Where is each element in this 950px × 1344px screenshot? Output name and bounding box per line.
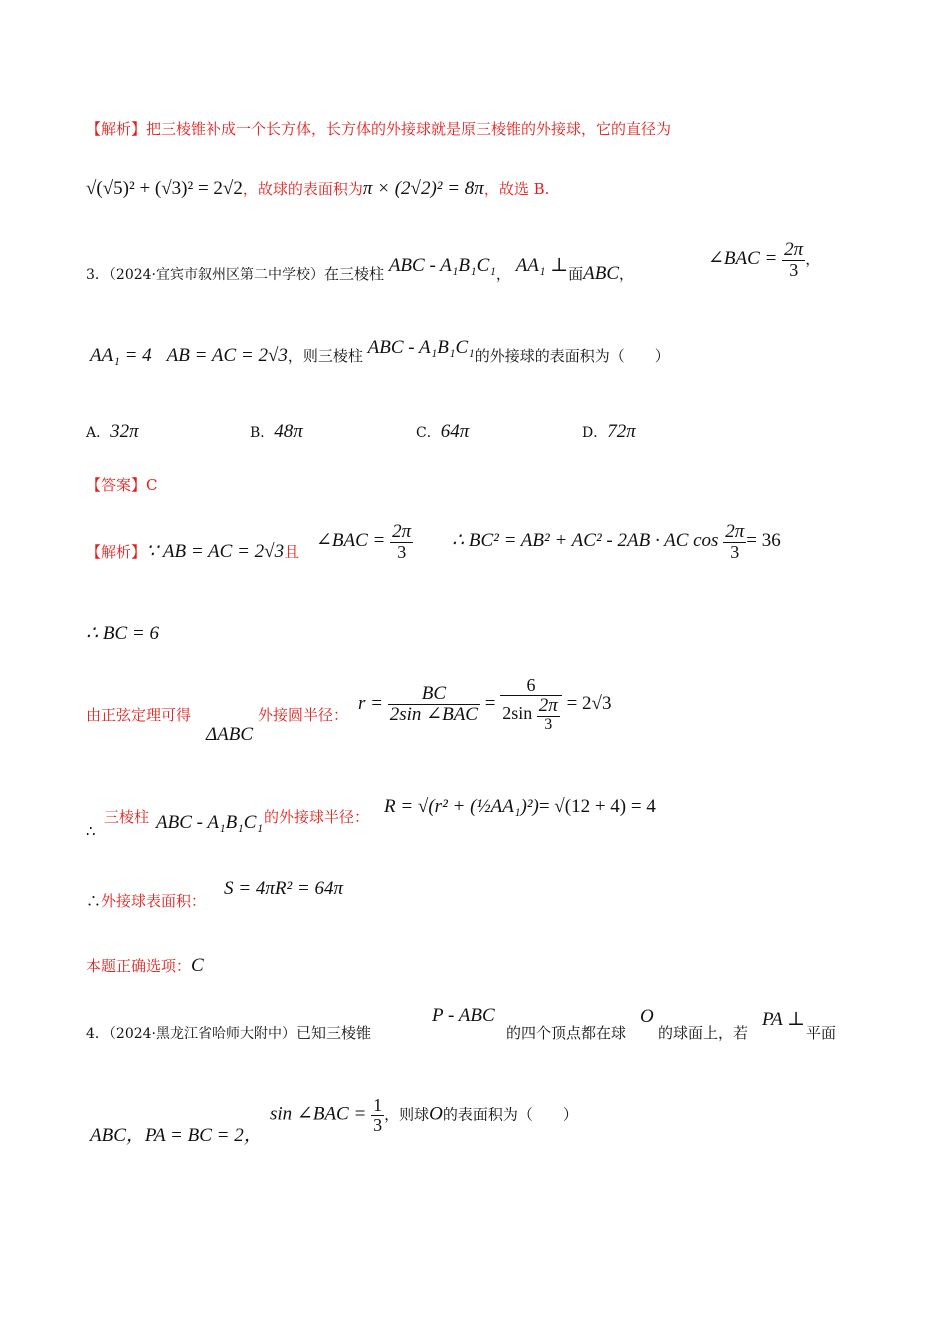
question-stem: 已知三棱锥 [296, 1024, 372, 1042]
option-c[interactable] [416, 421, 469, 443]
separator: ， [619, 265, 635, 283]
correct-option-line [86, 955, 204, 977]
option-label: D． [582, 425, 608, 441]
r-equals: r = [358, 692, 383, 714]
S-formula: S = 4πR² = 64π [224, 878, 343, 899]
option-value: 32π [110, 421, 139, 442]
question-number: 4． [86, 1026, 109, 1042]
prism-label: 三棱柱 [104, 808, 150, 826]
fraction-numerator: 2π [392, 521, 412, 542]
fraction-numerator: 2π [538, 694, 558, 716]
solution-label: 【解析】 [86, 543, 147, 561]
option-value: 64π [440, 421, 470, 442]
triangle-abc: ΔABC [206, 724, 254, 745]
law-of-cosines [452, 522, 781, 562]
option-value: 48π [274, 421, 303, 442]
fraction-denominator: 3 [730, 541, 740, 562]
prism-formula-3 [156, 812, 263, 834]
option-b[interactable] [250, 421, 303, 443]
cosine-formula: ∴ BC² = AB² + AC² - 2AB · AC cos [452, 529, 719, 551]
fraction-numerator: 2π [725, 521, 745, 542]
analysis-text-2: ，故球的表面积为 [242, 180, 363, 198]
fraction-numerator: BC [388, 684, 480, 705]
therefore-symbol: ∴ [86, 822, 96, 840]
fraction-denominator: 2sin ∠BAC [389, 704, 478, 726]
angle-fraction [390, 522, 413, 562]
bc-equals-6 [86, 622, 159, 645]
option-d[interactable] [582, 421, 636, 443]
prism-text: ABC - A₁B₁C₁ [156, 812, 264, 833]
circumradius-label: 外接圆半径： [258, 706, 349, 724]
option-a[interactable] [86, 421, 139, 443]
sphere-radius-formula [384, 796, 656, 818]
fraction-denominator: 3 [397, 541, 407, 562]
pa-perp [762, 1008, 805, 1031]
inner-fraction [537, 696, 560, 734]
question-stem-4: ，则球 [384, 1105, 430, 1124]
circumradius-formula [358, 676, 612, 734]
solution-angle [316, 522, 413, 562]
sine-rule-text: 由正弦定理可得 [86, 706, 192, 724]
surface-label: 外接球表面积： [101, 892, 207, 910]
question-4-line-2 [90, 1120, 263, 1147]
condition-text: ，PA = BC = 2， [125, 1125, 263, 1146]
prism-formula: ABC - A₁B₁C₁ [388, 255, 496, 276]
sin-label: sin ∠BAC = [270, 1103, 367, 1125]
plane-text: 平面 [806, 1024, 837, 1042]
equals: = [484, 692, 496, 714]
analysis-1-line [86, 118, 671, 139]
prism-formula-2: ABC - A₁B₁C₁ [367, 337, 475, 358]
answer-label: 【答案】 [86, 476, 147, 494]
question-number: 3． [86, 267, 109, 283]
sphere-radius-label: 的外接球半径： [264, 808, 370, 826]
R-result: = √(12 + 4) = 4 [538, 796, 656, 817]
angle-fraction [782, 240, 805, 280]
question-3-line-2 [90, 337, 670, 367]
question-stem-3: 的外接球的表面积为（ ） [474, 347, 670, 365]
because-formula: ∵ AB = AC = 2√3 [146, 541, 285, 562]
pyramid-formula [432, 1005, 495, 1027]
result-36: = 36 [746, 529, 781, 551]
sin-formula [270, 1096, 578, 1135]
and-text: 且 [284, 543, 300, 561]
option-value: 72π [607, 421, 636, 442]
question-4-line-1 [86, 1022, 371, 1043]
triangle-label [206, 724, 253, 746]
fraction-numerator: 2π [784, 239, 804, 260]
analysis-1-formula-line [86, 178, 549, 200]
angle-bac-formula [708, 240, 820, 280]
condition-ab-ac: AB = AC = 2√3 [166, 345, 288, 366]
fraction-numerator: 1 [373, 1095, 383, 1115]
sin-text: 2sin [502, 702, 533, 723]
r-result: = 2√3 [566, 692, 612, 714]
correct-value: C [191, 955, 204, 976]
answer-line [86, 474, 158, 495]
condition-aa1: AA₁ = 4 [90, 345, 152, 366]
fraction-denominator: 3 [789, 259, 799, 280]
surface-area-line [86, 890, 206, 911]
o-text: O [429, 1103, 443, 1125]
abc-text: ABC [90, 1125, 126, 1146]
separator: ， [495, 265, 511, 283]
question-stem-2: ，则三棱柱 [287, 347, 363, 365]
diameter-formula: √(√5)² + (√3)² = 2√2 [86, 178, 243, 199]
surface-formula [224, 878, 343, 900]
option-label: C． [416, 425, 441, 441]
sin-fraction [371, 1096, 384, 1135]
question-source: （2024·黑龙江省哈师大附中） [108, 1026, 297, 1042]
fraction-numerator: 6 [500, 676, 562, 696]
fraction-denominator: 3 [373, 1114, 383, 1135]
option-label: A． [86, 425, 111, 441]
solution-line-1 [86, 540, 299, 563]
question-source: （2024·宜宾市叙州区第二中学校） [108, 267, 325, 283]
o-text: O [640, 1006, 654, 1027]
separator: ， [805, 249, 821, 268]
fraction-denominator [500, 696, 562, 734]
angle-label: ∠BAC = [708, 247, 778, 269]
r-fraction [388, 684, 480, 725]
bc-formula: ∴ BC = 6 [86, 623, 159, 644]
sphere-o [640, 1006, 654, 1028]
angle-label: ∠BAC = [316, 529, 386, 551]
cos-fraction [723, 522, 746, 562]
analysis-text: 把三棱锥补成一个长方体，长方体的外接球就是原三棱锥的外接球，它的直径为 [146, 120, 672, 138]
r-fraction-2 [500, 676, 562, 734]
perp-formula: AA₁ ⊥ [515, 255, 569, 276]
analysis-label: 【解析】 [86, 120, 147, 138]
analysis-text-3: ，故选 B. [483, 180, 550, 198]
face-text: 面 [568, 265, 584, 283]
correct-label: 本题正确选项： [86, 957, 192, 975]
question-stem: 在三棱柱 [324, 265, 385, 283]
abc-formula: ABC [583, 263, 620, 284]
question-stem-5: 的表面积为（ ） [442, 1105, 578, 1124]
fraction-denominator: 3 [544, 715, 553, 733]
surface-formula: π × (2√2)² = 8π [362, 178, 484, 199]
option-label: B． [250, 425, 275, 441]
question-3-line-1 [86, 255, 635, 285]
answer-value: C [146, 476, 158, 494]
question-4-stem-3: 的球面上，若 [658, 1024, 749, 1042]
pyramid-text: P - ABC [432, 1005, 495, 1026]
R-formula: R = √(r² + (½AA₁)²) [384, 796, 539, 817]
question-4-stem-2: 的四个顶点都在球 [506, 1024, 627, 1042]
therefore-symbol: ∴ [86, 892, 102, 910]
perp-text: PA ⊥ [762, 1009, 806, 1030]
